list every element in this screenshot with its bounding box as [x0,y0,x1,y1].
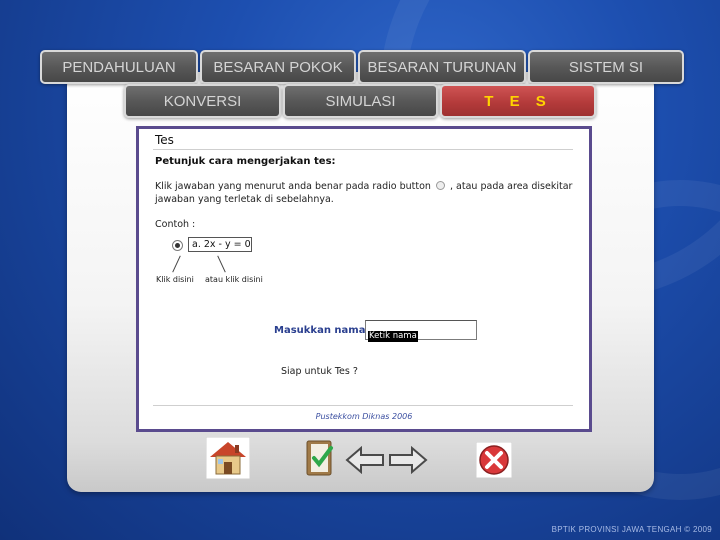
example-answer-box: a. 2x - y = 0 [188,237,252,252]
pointer-line [217,256,226,273]
test-content-frame [136,126,592,432]
close-icon[interactable] [476,442,512,478]
credit-text: Pustekkom Diknas 2006 [315,412,413,421]
pointer-line [172,256,181,273]
home-icon[interactable] [206,437,250,479]
checklist-icon[interactable] [305,440,335,476]
name-input[interactable] [365,320,477,340]
ready-prompt: Siap untuk Tes ? [281,366,358,377]
name-input-text: Ketik nama [369,331,417,341]
test-title: Tes [155,133,174,147]
divider [153,149,573,150]
click-here-caption: Klik disini [156,275,194,284]
instructions-heading: Petunjuk cara mengerjakan tes: [155,156,336,167]
nav-pendahuluan-button[interactable]: PENDAHULUAN [40,50,198,84]
arrow-left-icon[interactable] [345,446,385,474]
nav-besaran-turunan-button[interactable]: BESARAN TURUNAN [358,50,526,84]
example-label: Contoh : [155,219,196,230]
example-radio-icon [172,240,183,251]
nav-sistem-si-button[interactable]: SISTEM SI [528,50,684,84]
radio-button-icon [436,181,445,190]
institution-footer: BPTIK PROVINSI JAWA TENGAH © 2009 [551,525,712,534]
or-click-here-caption: atau klik disini [205,275,263,284]
nav-tes-button[interactable]: T E S [440,84,596,118]
instructions-part2: , atau pada area disekitar jawaban yang terletak di sebelahnya. [155,181,573,205]
instructions-part1: Klik jawaban yang menurut anda benar pada radio button [155,181,431,192]
instructions-text [155,180,575,206]
arrow-right-icon[interactable] [388,446,428,474]
nav-besaran-pokok-button[interactable]: BESARAN POKOK [200,50,356,84]
divider [153,405,573,406]
name-label: Masukkan nama [274,325,366,336]
nav-konversi-button[interactable]: KONVERSI [124,84,281,118]
nav-simulasi-button[interactable]: SIMULASI [283,84,438,118]
